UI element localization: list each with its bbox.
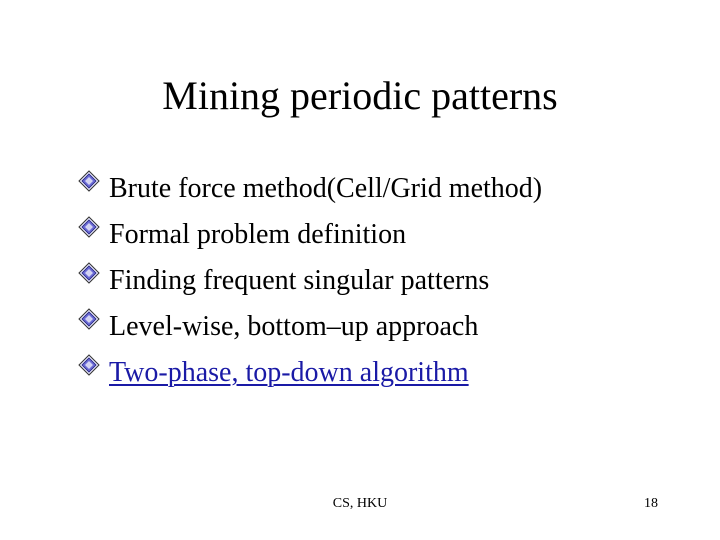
- slide-title: Mining periodic patterns: [162, 73, 558, 118]
- diamond-bullet-icon: [78, 354, 100, 376]
- bullet-item: [78, 258, 542, 304]
- bullet-item: [78, 304, 542, 350]
- two-phase-algorithm-link[interactable]: Two-phase, top-down algorithm: [109, 357, 469, 388]
- diamond-bullet-icon: [78, 308, 100, 330]
- footer-affiliation: CS, HKU: [332, 496, 388, 511]
- diamond-bullet-icon: [78, 216, 100, 238]
- bullet-item: [78, 212, 542, 258]
- bullet-text: Brute force method(Cell/Grid method): [109, 173, 543, 204]
- bullet-list: [78, 166, 542, 396]
- bullet-text: Formal problem definition: [109, 219, 407, 250]
- bullet-item: [78, 166, 542, 212]
- diamond-bullet-icon: [78, 170, 100, 192]
- bullet-text: Finding frequent singular patterns: [109, 265, 490, 296]
- bullet-item[interactable]: [78, 350, 542, 396]
- bullet-text: Level-wise, bottom–up approach: [109, 311, 479, 342]
- page-number: 18: [644, 496, 658, 511]
- diamond-bullet-icon: [78, 262, 100, 284]
